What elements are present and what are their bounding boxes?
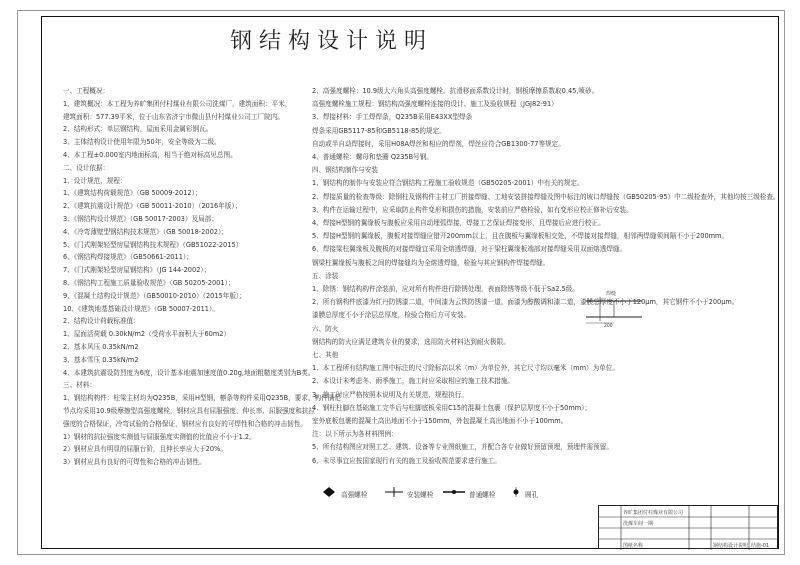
- note-line: 钢梁柱翼缘板与腹板之间的焊接缝均为全熔透焊缝，检验与其应钢构件焊接焊缝。: [312, 258, 550, 267]
- note-line: 1、钢结构构件：柱梁主材均为Q235B，采用H型钢，檩条等构件采用Q235B，要求，构件满足: [63, 394, 341, 403]
- note-line: 3、主体结构设计使用年限为50年，安全等级为二级。: [63, 138, 221, 147]
- note-line: 1）钢材的抗拉强度实测值与屈服强度实测值的比值应不小于1.2。: [63, 432, 256, 441]
- note-line: 2、焊接质量的检查等级：除钢柱及钢构件主材工厂拼接焊缝、工地安装拼接焊缝及图中标注的坡口焊缝按（GB50205-95）中二级检查外，其他均按三级检查。: [312, 192, 780, 201]
- note-line: 4、焊接H型钢的翼缘板与腹板应采用自动埋弧焊接，焊接工艺保证焊接变形，且焊接后应进行校正。: [312, 219, 605, 227]
- note-line: 6、《钢结构焊接规范》（GB50661-2011）；: [63, 253, 193, 262]
- note-line: 5、焊接H型钢的翼缘板，腹板对接焊缝应错开200mm以上，且在腹板与翼缘板相交处，不焊接对接焊缝，相邻两焊缝须间隔不小于200mm。: [312, 232, 729, 241]
- round-hole-icon: [511, 487, 521, 499]
- bolt-legend: [315, 487, 575, 501]
- note-line: 6、未尽事宜应按国家现行有关的施工及验收规范要求进行施工。: [312, 456, 501, 465]
- note-line: 节点均采用10.9级摩擦型高强度螺栓，钢材应具有屈服强度、伸长率、屈服强度和抗拉: [63, 407, 316, 415]
- note-line: 注：以下所示为各材料图例：: [312, 430, 398, 439]
- note-line: 漆膜总厚度不小于涂层总厚度，检验合格后方可安装。: [312, 311, 471, 320]
- title-block-drawing-no: 结施-01: [751, 543, 770, 549]
- note-line: 7、《门式刚架轻型房屋钢结构》（JG 144-2002）；: [63, 266, 211, 275]
- legend-reg-bolt: 普通螺栓: [469, 491, 496, 499]
- note-line: 五、涂装: [312, 271, 339, 280]
- note-line: 四、钢结构制作与安装: [312, 166, 378, 175]
- note-line: 1、屋面活荷载 0.30kN/m2（受荷水平面积大于60m2）: [63, 330, 231, 339]
- note-line: 3）钢材应具有良好的可焊性和合格的冲击韧性。: [63, 458, 206, 467]
- weld-detail-sketch: [584, 289, 644, 327]
- note-line: 4、《冷弯薄壁型钢结构技术规范》（GB 50018-2002）；: [63, 227, 228, 236]
- note-line: 2、结构形式：单层钢结构，屋面采用金属彩钢瓦。: [63, 125, 213, 134]
- note-line: 5、所有结构图应对照工艺、建筑、设备等专业图纸施工，并配合各专业做好预留预埋，预埋件需预留。: [312, 443, 613, 452]
- note-line: 焊条采用GB5117-85和GB5118-85的规定。: [312, 126, 446, 135]
- legend-inst-bolt: 安装螺栓: [407, 491, 434, 499]
- note-line: 8、《钢结构工程施工质量验收规范》（GB 50205-2001）；: [63, 279, 235, 287]
- note-line: 10、《建筑地基基础设计规范》（GB 50007-2011）。: [63, 304, 219, 313]
- note-line: 3、基本雪压 0.35kN/m2: [63, 355, 139, 364]
- note-line: 2）钢材应具有明显的屈服台阶，且伸长率应大于20%。: [63, 445, 227, 454]
- note-line: 1、建筑概况：本工程为养旷集团付村煤业有限公司洗煤厂，建筑面积：平米，: [63, 99, 292, 108]
- right-notes-column: [312, 87, 780, 508]
- note-line: 2、高强度螺栓：10.9级大六角头高强度螺栓。抗滑移面系数设计时，钢板摩擦系数取0.45,喷砂。: [312, 87, 599, 95]
- weld-detail-label-top: 焊缝: [606, 291, 617, 297]
- title-block-sheet-label: 图纸名称: [623, 543, 644, 549]
- note-line: 二、设计依据：: [63, 163, 110, 172]
- note-line: 6、焊接梁柱翼缘板及腹板的对接焊缝宜采用全熔透焊缝，对于梁柱翼缘板端部对接焊缝采用双面熔透焊缝。: [312, 245, 627, 254]
- note-line: 3、施工时应严格按照本说明及有关规范、规程执行。: [312, 390, 468, 399]
- note-line: 1、设计规范、规程：: [63, 176, 127, 185]
- note-line: 1、除锈：钢结构构件涂装前，应对所有构件进行除锈处理，表面除锈等级不低于Sa2.5级。: [312, 285, 579, 293]
- drawing-title: 钢结构设计说明: [230, 29, 434, 54]
- title-block: [598, 505, 778, 549]
- note-line: 室外底板包裹的混凝土高出地面不小于150mm，外包混凝土高出地面不小于100mm。: [312, 417, 568, 425]
- note-line: 3、焊接材料：手工焊焊条，Q235B采用E43XX型焊条: [312, 113, 473, 122]
- note-line: 1、钢结构的制作与安装应符合钢结构工程施工验收规范（GB50205-2001）中有关的规定。: [312, 179, 584, 188]
- note-line: 2、所有钢构件底漆为红丹防锈漆二道，中间漆为云铁防锈漆一道，面漆为醇酸调和漆二道，漆膜总厚度不小于120μm，其它钢件不小于200μm。: [312, 298, 739, 307]
- note-line: 9、《混凝土结构设计规范》（GB50010-2010）（2015年版）；: [63, 291, 246, 300]
- note-line: 三、材料：: [63, 381, 96, 390]
- reg-bolt-icon: [443, 487, 465, 499]
- note-line: 4、本工程±0.000室内地面标高，相当于绝对标高见总图。: [63, 151, 237, 159]
- legend-round-hole: 圆孔: [525, 491, 539, 499]
- note-line: 七、其他: [312, 351, 339, 359]
- note-line: 2、基本风压 0.35kN/m2: [63, 343, 139, 351]
- note-line: 2、本设计未考虑冬、雨季施工，施工时应采取相应的施工技术措施。: [312, 377, 515, 386]
- note-line: 4、钢柱柱脚在基础施工完毕后与柱脚底板采用C15的混凝土包裹（保护层厚度不小于50mm）；: [312, 403, 592, 412]
- note-line: 六、防火: [312, 324, 339, 333]
- note-line: 2、《建筑抗震设计规范》（GB 50011-2010）（2016年版）；: [63, 202, 242, 211]
- note-line: 4、普通螺栓：螺母和垫圈 Q235B号钢。: [312, 153, 433, 161]
- note-line: 高强度螺栓施工规程：钢结构高强度螺栓连接的设计、施工及验收规程（JGJ82-91）: [312, 100, 558, 109]
- title-block-project: 洗煤车间一期: [623, 521, 654, 527]
- note-line: 1、本工程所有结构施工图中标注的尺寸除标高以米（m）为单位外，其它尺寸均以毫米（mm）为单位。: [312, 364, 619, 373]
- note-line: 5、《门式刚架轻型房屋钢结构技术规程》（GB51022-2015）: [63, 240, 243, 249]
- note-line: 2、结构设计荷载标准值：: [63, 317, 140, 326]
- note-line: 3、《钢结构设计规范》（GB 50017-2003）及局部；: [63, 215, 218, 223]
- note-line: 3、构件在运输过程中，应采取防止构件变形和损伤的措施，安装前应严格检验，如有变形应校正修补后安装。: [312, 205, 633, 214]
- inst-bolt-icon: [385, 487, 403, 499]
- note-line: 自动或半自动焊接时，采用H08A焊丝和相应的焊剂，焊丝应符合GB1300-77等规定。: [312, 139, 565, 148]
- legend-hs-bolt: 高强螺栓: [341, 491, 368, 499]
- hs-bolt-icon: [323, 487, 335, 499]
- note-line: 建筑面积：577.39平米，位于山东省济宁市微山县付村煤业公司工厂院内。: [63, 112, 284, 121]
- title-block-drawing: 钢结构设计说明: [713, 543, 749, 549]
- note-line: 强度的合格保证，冷弯试验的合格保证，钢材应有良好的可焊性和合格的冲击韧性。: [63, 419, 307, 428]
- title-block-company: 养旷集团付村煤业有限公司: [623, 510, 684, 516]
- note-line: 1、《建筑结构荷载规范》（GB 50009-2012）；: [63, 189, 202, 198]
- note-line: 一、工程概况：: [63, 87, 110, 95]
- weld-detail-label-bottom: 200: [604, 324, 613, 329]
- note-line: 4、本建筑抗震设防烈度为6度，设计基本地震加速度值0.20g,地面粗糙度类别为B类。: [63, 368, 315, 377]
- note-line: 钢结构的防火应满足建筑专业的要求，选用防火材料达到耐火极限。: [312, 337, 510, 346]
